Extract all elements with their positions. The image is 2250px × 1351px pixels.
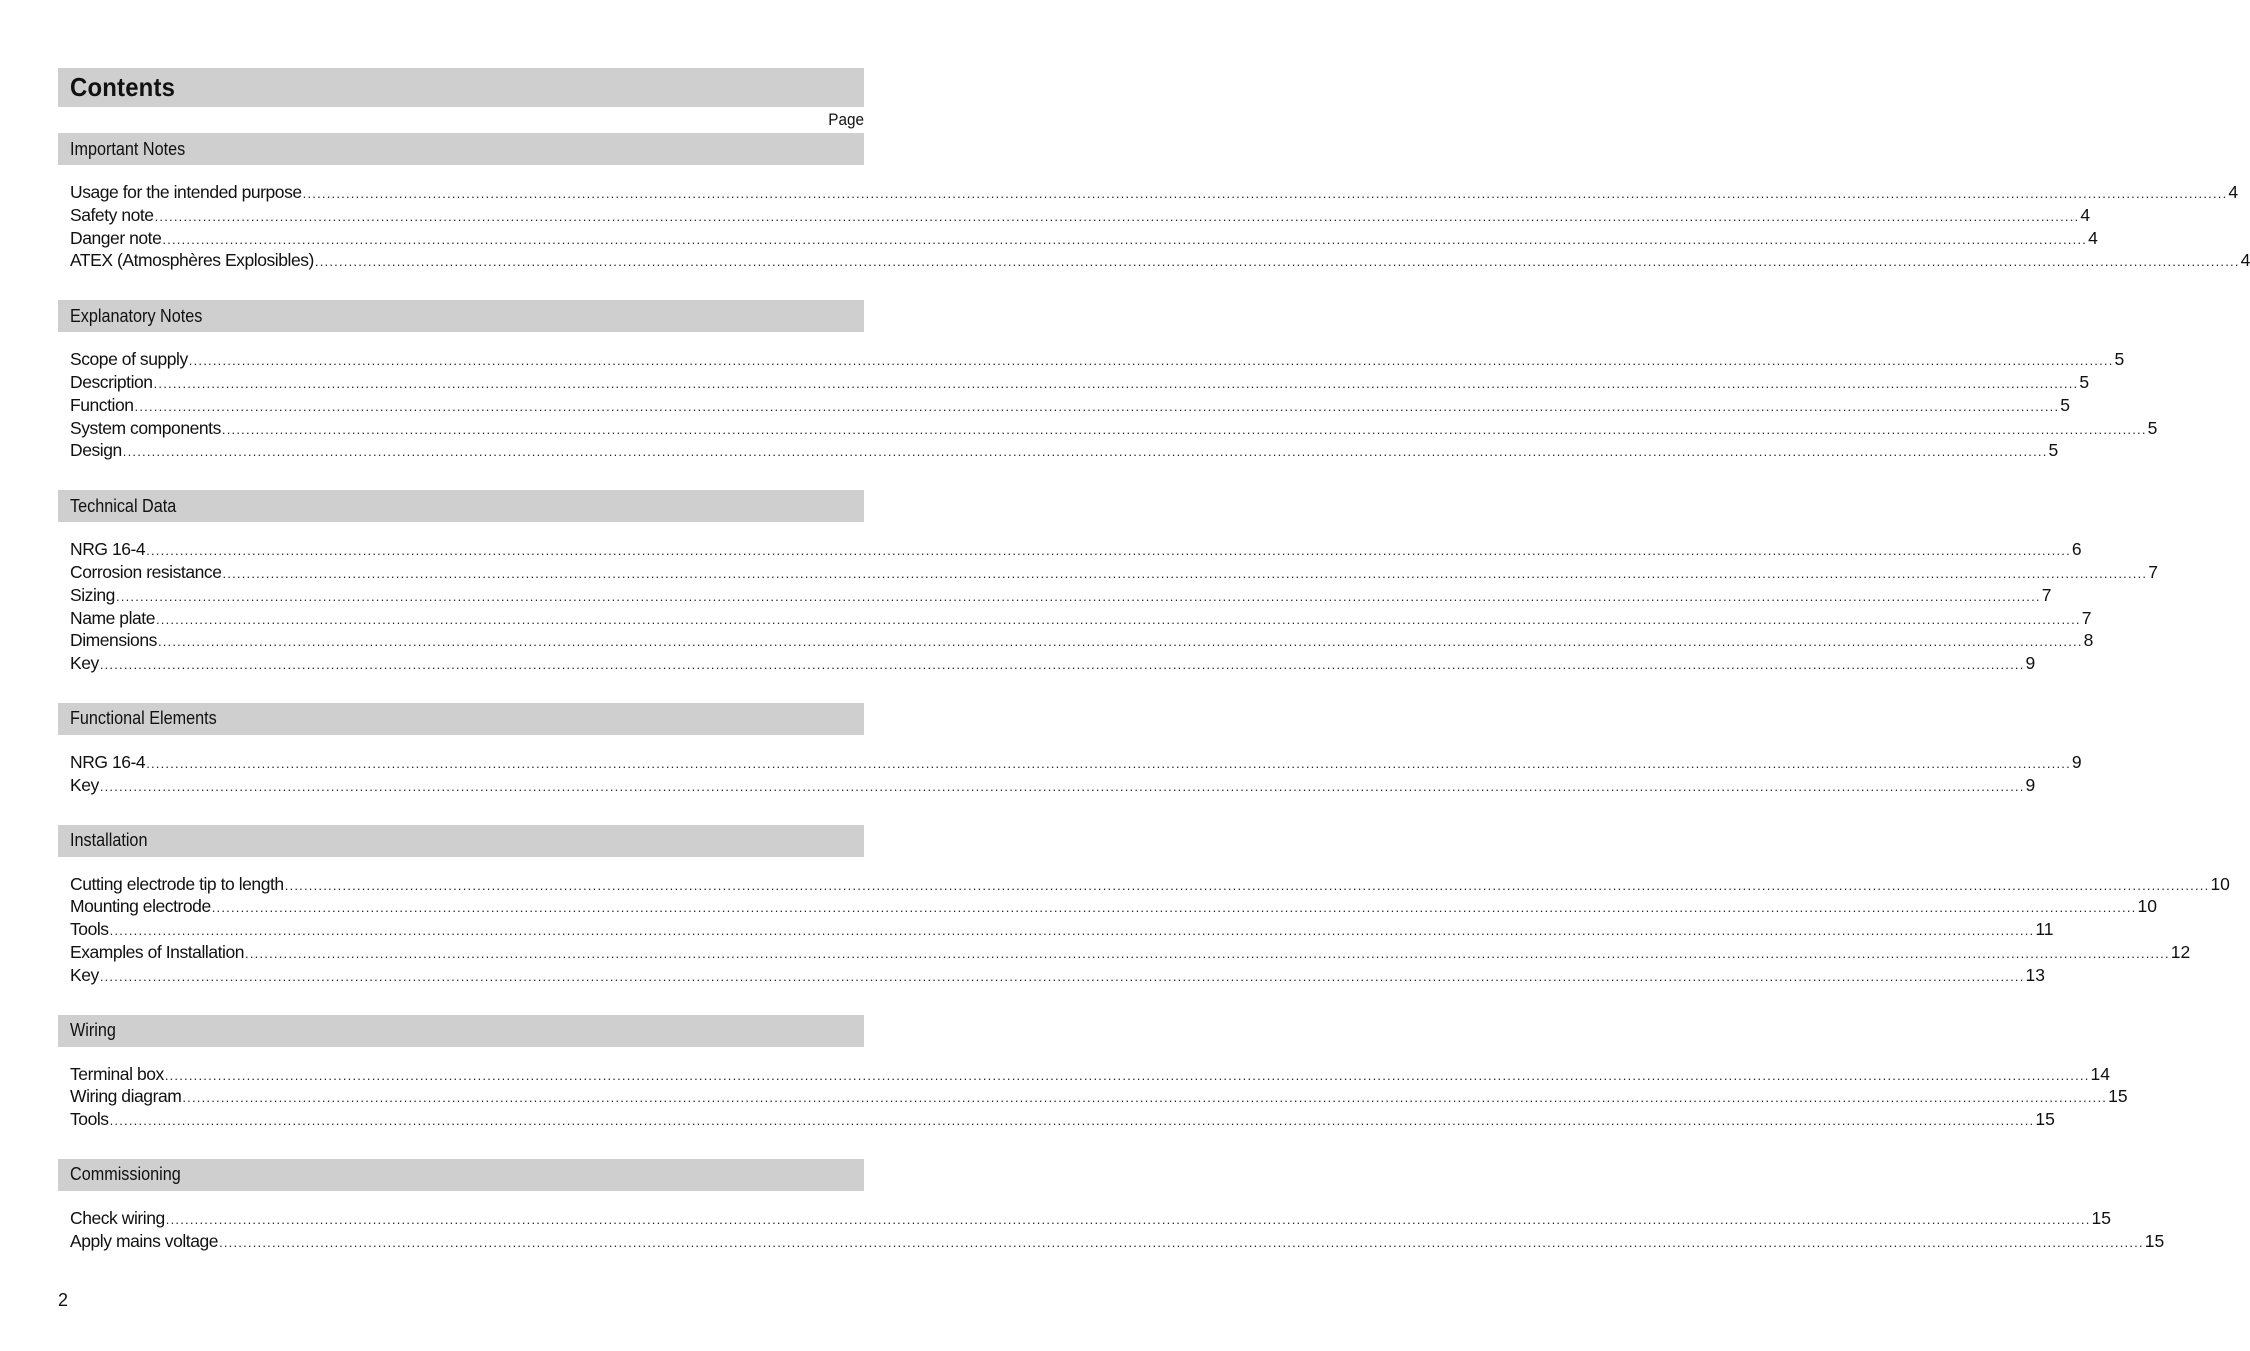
toc-entry-label: System components <box>70 417 221 438</box>
toc-entry[interactable] <box>70 1230 2165 1253</box>
dot-leader: ................................................................................................................................................................................................................................................................................................................................................................................................................ <box>219 1234 2144 1250</box>
dot-leader: ................................................................................................................................................................................................................................................................................................................................................................................................................ <box>122 444 2048 460</box>
toc-entry-page: 7 <box>2081 607 2092 628</box>
toc-entry[interactable] <box>70 629 2094 652</box>
section-heading-bar <box>58 825 864 857</box>
toc-entry[interactable] <box>70 204 2091 227</box>
toc-entry[interactable] <box>70 941 2191 964</box>
toc-entry-page: 15 <box>2144 1230 2165 1251</box>
toc-entry[interactable] <box>70 249 2250 272</box>
toc-entry-list <box>58 735 2082 797</box>
toc-entry-page: 14 <box>2090 1063 2111 1084</box>
section-heading-bar <box>58 1015 864 1047</box>
dot-leader: ................................................................................................................................................................................................................................................................................................................................................................................................................ <box>153 375 2079 391</box>
toc-entry[interactable] <box>70 774 2036 797</box>
section-heading-bar <box>58 133 864 165</box>
section-spacer <box>58 987 864 1015</box>
toc-section <box>58 1015 2128 1159</box>
toc-entry[interactable] <box>70 538 2082 561</box>
toc-entry-page: 7 <box>2041 584 2052 605</box>
toc-entry-label: Scope of supply <box>70 349 188 370</box>
toc-entry-page: 15 <box>2108 1086 2128 1107</box>
dot-leader: ................................................................................................................................................................................................................................................................................................................................................................................................................ <box>284 877 2210 893</box>
toc-entry[interactable] <box>70 873 2230 896</box>
toc-entry-page: 11 <box>2035 919 2054 940</box>
toc-section <box>58 300 2158 490</box>
dot-leader: ................................................................................................................................................................................................................................................................................................................................................................................................................ <box>134 398 2060 414</box>
toc-entry-label: Tools <box>70 919 109 940</box>
section-spacer <box>58 797 864 825</box>
toc-entry-label: Key <box>70 774 99 795</box>
toc-entry[interactable] <box>70 584 2052 607</box>
toc-entry[interactable] <box>70 918 2054 941</box>
toc-entry[interactable] <box>70 371 2090 394</box>
toc-entry-page: 8 <box>2083 630 2094 651</box>
toc-entry-label: Corrosion resistance <box>70 561 222 582</box>
toc-entry-label: Sizing <box>70 584 115 605</box>
toc-entry[interactable] <box>70 607 2092 630</box>
dot-leader: ................................................................................................................................................................................................................................................................................................................................................................................................................ <box>182 1090 2108 1106</box>
contents-title-bar <box>58 68 864 107</box>
toc-entry-label: Apply mains voltage <box>70 1230 219 1251</box>
dot-leader: ................................................................................................................................................................................................................................................................................................................................................................................................................ <box>154 208 2080 224</box>
dot-leader: ................................................................................................................................................................................................................................................................................................................................................................................................................ <box>146 755 2071 771</box>
dot-leader: ................................................................................................................................................................................................................................................................................................................................................................................................................ <box>245 945 2170 961</box>
toc-entry-label: Terminal box <box>70 1063 164 1084</box>
dot-leader: ................................................................................................................................................................................................................................................................................................................................................................................................................ <box>109 923 2035 939</box>
toc-entry[interactable] <box>70 181 2239 204</box>
dot-leader: ................................................................................................................................................................................................................................................................................................................................................................................................................ <box>115 588 2041 604</box>
toc-entry-page: 4 <box>2228 182 2239 202</box>
toc-entry-label: Mounting electrode <box>70 896 211 917</box>
section-heading: Commissioning <box>70 1164 181 1185</box>
dot-leader: ................................................................................................................................................................................................................................................................................................................................................................................................................ <box>221 421 2147 437</box>
dot-leader: ................................................................................................................................................................................................................................................................................................................................................................................................................ <box>222 565 2148 581</box>
dot-leader: ................................................................................................................................................................................................................................................................................................................................................................................................................ <box>302 186 2228 201</box>
toc-entry-list <box>58 857 2230 987</box>
dot-leader: ................................................................................................................................................................................................................................................................................................................................................................................................................ <box>146 543 2071 559</box>
toc-entry[interactable] <box>70 1207 2111 1230</box>
section-heading-bar <box>58 490 864 522</box>
toc-entry-label: Wiring diagram <box>70 1086 182 1107</box>
dot-leader: ................................................................................................................................................................................................................................................................................................................................................................................................................ <box>156 611 2081 627</box>
toc-entry-label: Function <box>70 394 134 415</box>
toc-section <box>58 703 2082 825</box>
toc-entry-page: 12 <box>2170 941 2191 962</box>
toc-entry-label: Dimensions <box>70 630 157 651</box>
toc-entry-label: Danger note <box>70 227 162 248</box>
section-spacer <box>58 272 864 300</box>
toc-entry[interactable] <box>70 751 2082 774</box>
toc-entry-page: 4 <box>2240 250 2250 271</box>
section-heading-bar <box>58 703 864 735</box>
toc-entry-label: Description <box>70 371 153 392</box>
contents-page <box>58 68 2250 1253</box>
toc-entry-page: 6 <box>2071 539 2082 560</box>
toc-entry-label: Design <box>70 440 122 461</box>
dot-leader: ................................................................................................................................................................................................................................................................................................................................................................................................................ <box>99 657 2025 673</box>
dot-leader: ................................................................................................................................................................................................................................................................................................................................................................................................................ <box>99 968 2025 984</box>
toc-entry-list <box>58 1047 2128 1131</box>
toc-entry-label: ATEX (Atmosphères Explosibles) <box>70 250 314 271</box>
toc-entry-label: Usage for the intended purpose <box>70 182 302 202</box>
dot-leader: ................................................................................................................................................................................................................................................................................................................................................................................................................ <box>109 1113 2035 1129</box>
section-heading: Important Notes <box>70 138 186 159</box>
dot-leader: ................................................................................................................................................................................................................................................................................................................................................................................................................ <box>188 353 2114 369</box>
toc-entry-page: 15 <box>2035 1109 2055 1130</box>
toc-entry-label: Safety note <box>70 204 154 225</box>
section-heading: Functional Elements <box>70 708 217 729</box>
toc-entry[interactable] <box>70 964 2046 987</box>
toc-entry[interactable] <box>70 1085 2128 1108</box>
section-heading-bar <box>58 1159 864 1191</box>
toc-entry-page: 9 <box>2071 751 2082 772</box>
dot-leader: ................................................................................................................................................................................................................................................................................................................................................................................................................ <box>211 900 2137 916</box>
section-spacer <box>58 1131 864 1159</box>
dot-leader: ................................................................................................................................................................................................................................................................................................................................................................................................................ <box>314 254 2240 270</box>
page-column-label: Page <box>828 110 864 129</box>
toc-entry-page: 13 <box>2025 964 2046 985</box>
toc-entry-label: Key <box>70 964 99 985</box>
toc-entry[interactable] <box>70 417 2158 440</box>
dot-leader: ................................................................................................................................................................................................................................................................................................................................................................................................................ <box>99 778 2025 794</box>
toc-entry-page: 5 <box>2060 394 2070 415</box>
page-number: 2 <box>58 1290 69 1310</box>
toc-entry-label: Tools <box>70 1109 109 1130</box>
toc-entry-label: Check wiring <box>70 1207 165 1228</box>
toc-entry-page: 9 <box>2025 774 2036 795</box>
toc-entry-list <box>58 522 2158 675</box>
toc-section <box>58 825 2230 1015</box>
toc-entry[interactable] <box>70 394 2070 417</box>
toc-entry-list <box>58 165 2250 272</box>
section-heading: Technical Data <box>70 495 177 516</box>
section-spacer <box>58 675 864 703</box>
dot-leader: ................................................................................................................................................................................................................................................................................................................................................................................................................ <box>157 634 2083 650</box>
page-title: Contents <box>70 72 176 102</box>
toc-entry-page: 10 <box>2137 896 2157 917</box>
dot-leader: ................................................................................................................................................................................................................................................................................................................................................................................................................ <box>165 1211 2091 1227</box>
toc-entry-label: Cutting electrode tip to length <box>70 873 284 894</box>
toc-entry-page: 5 <box>2079 371 2090 392</box>
toc-section <box>58 1159 2165 1253</box>
section-spacer <box>58 462 864 490</box>
toc-entry-label: NRG 16-4 <box>70 539 146 560</box>
toc-entry[interactable] <box>70 1063 2111 1086</box>
section-heading: Wiring <box>70 1020 116 1041</box>
section-heading: Explanatory Notes <box>70 305 203 326</box>
dot-leader: ................................................................................................................................................................................................................................................................................................................................................................................................................ <box>164 1067 2090 1083</box>
toc-entry[interactable] <box>70 652 2036 675</box>
toc-section <box>58 133 2250 300</box>
toc-entry-label: Name plate <box>70 607 155 628</box>
toc-entry-page: 4 <box>2088 227 2098 248</box>
toc-section <box>58 490 2158 703</box>
toc-entry-page: 9 <box>2025 653 2036 674</box>
toc-entry[interactable] <box>70 561 2158 584</box>
toc-entry[interactable] <box>70 895 2157 918</box>
dot-leader: ................................................................................................................................................................................................................................................................................................................................................................................................................ <box>162 231 2088 247</box>
toc-entry[interactable] <box>70 348 2125 371</box>
toc-entry-page: 5 <box>2114 349 2125 370</box>
toc-entry-page: 7 <box>2148 561 2158 582</box>
toc-entry[interactable] <box>70 227 2098 250</box>
toc-entry-page: 5 <box>2048 440 2059 461</box>
toc-entry-label: NRG 16-4 <box>70 751 146 772</box>
toc-entry-page: 4 <box>2080 204 2091 225</box>
toc-entry-list <box>58 1191 2165 1253</box>
toc-entry-label: Examples of Installation <box>70 941 245 962</box>
section-heading-bar <box>58 300 864 332</box>
toc-sections <box>58 133 2250 1253</box>
section-heading: Installation <box>70 830 148 851</box>
toc-entry-page: 5 <box>2147 417 2158 438</box>
toc-entry[interactable] <box>70 1108 2055 1131</box>
toc-entry-page: 15 <box>2091 1207 2111 1228</box>
toc-entry-page: 10 <box>2210 873 2230 894</box>
toc-entry[interactable] <box>70 439 2059 462</box>
toc-entry-label: Key <box>70 653 99 674</box>
toc-entry-list <box>58 332 2158 462</box>
